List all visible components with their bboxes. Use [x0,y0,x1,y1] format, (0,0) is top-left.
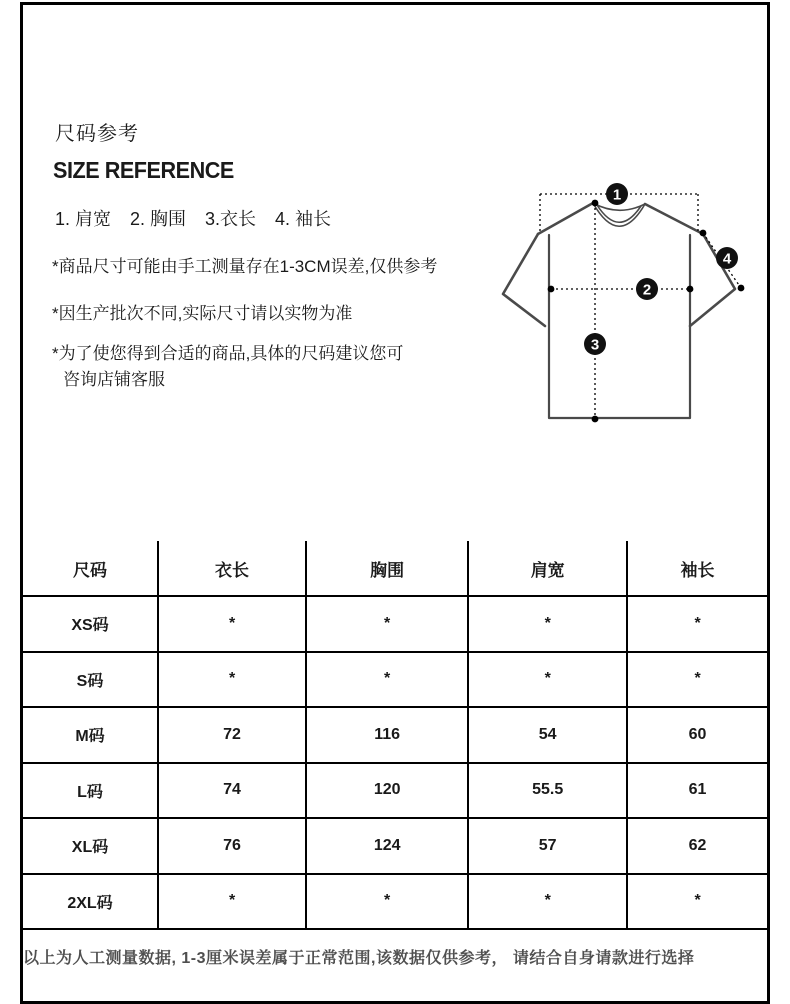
size-cell: 2XL码 [23,874,158,930]
table-row-xs [23,596,767,652]
value-cell: * [306,596,468,652]
value-cell: * [627,596,767,652]
table-row-2xl [23,874,767,930]
measure-endpoints [548,200,745,423]
legend-item-length: 3.衣长 [205,209,257,229]
value-cell: * [158,652,306,708]
table-row-s [23,652,767,708]
svg-text:1: 1 [612,186,622,204]
value-cell: 61 [627,763,767,819]
svg-text:3: 3 [590,336,600,354]
value-cell: 116 [306,707,468,763]
value-cell: * [158,874,306,930]
value-cell: * [468,874,627,930]
measure-lines [540,194,741,419]
legend-item-sleeve: 4. 袖长 [275,209,332,229]
value-cell: * [306,652,468,708]
value-cell: 62 [627,818,767,874]
value-cell: * [158,596,306,652]
table-footer-note: 以上为人工测量数据, 1-3厘米误差属于正常范围,该数据仅供参考， 请结合自身请款进行选择 [23,929,767,984]
col-header-sleeve: 袖长 [627,541,767,596]
value-cell: 54 [468,707,627,763]
note-advice: *为了使您得到合适的商品,具体的尺码建议您可 [52,344,404,363]
note-batch: *因生产批次不同,实际尺寸请以实物为准 [52,304,353,323]
table-header-row [23,541,767,596]
table-row-l [23,763,767,819]
note-advice-cont: 咨询店铺客服 [63,370,165,389]
size-table [23,541,767,984]
note-measure-error: *商品尺寸可能由手工测量存在1-3CM误差,仅供参考 [52,257,438,276]
value-cell: 76 [158,818,306,874]
measure-marker-3 [584,333,606,355]
table-row-m [23,707,767,763]
value-cell: * [627,652,767,708]
col-header-size: 尺码 [23,541,158,596]
page-title: 尺码参考 [55,123,139,145]
value-cell: * [468,596,627,652]
measure-marker-1 [606,183,628,205]
svg-text:2: 2 [642,281,652,299]
table-footer-row [23,929,767,984]
svg-text:4: 4 [722,250,732,268]
value-cell: 55.5 [468,763,627,819]
tshirt-outline [503,203,735,418]
value-cell: 74 [158,763,306,819]
tshirt-diagram [480,171,790,451]
page-subtitle: SIZE REFERENCE [53,157,234,183]
table-row-xl [23,818,767,874]
size-cell: M码 [23,707,158,763]
value-cell: * [627,874,767,930]
legend-item-shoulder: 1. 肩宽 [55,209,112,229]
value-cell: 57 [468,818,627,874]
measure-marker-2 [636,278,658,300]
value-cell: * [468,652,627,708]
value-cell: 124 [306,818,468,874]
value-cell: 72 [158,707,306,763]
measure-marker-4 [716,247,738,269]
size-cell: L码 [23,763,158,819]
col-header-length: 衣长 [158,541,306,596]
value-cell: * [306,874,468,930]
size-cell: XS码 [23,596,158,652]
size-cell: S码 [23,652,158,708]
value-cell: 60 [627,707,767,763]
size-cell: XL码 [23,818,158,874]
size-reference-panel [20,2,770,1004]
measure-legend [55,205,331,231]
value-cell: 120 [306,763,468,819]
col-header-shoulder: 肩宽 [468,541,627,596]
legend-item-chest: 2. 胸围 [130,209,187,229]
col-header-chest: 胸围 [306,541,468,596]
